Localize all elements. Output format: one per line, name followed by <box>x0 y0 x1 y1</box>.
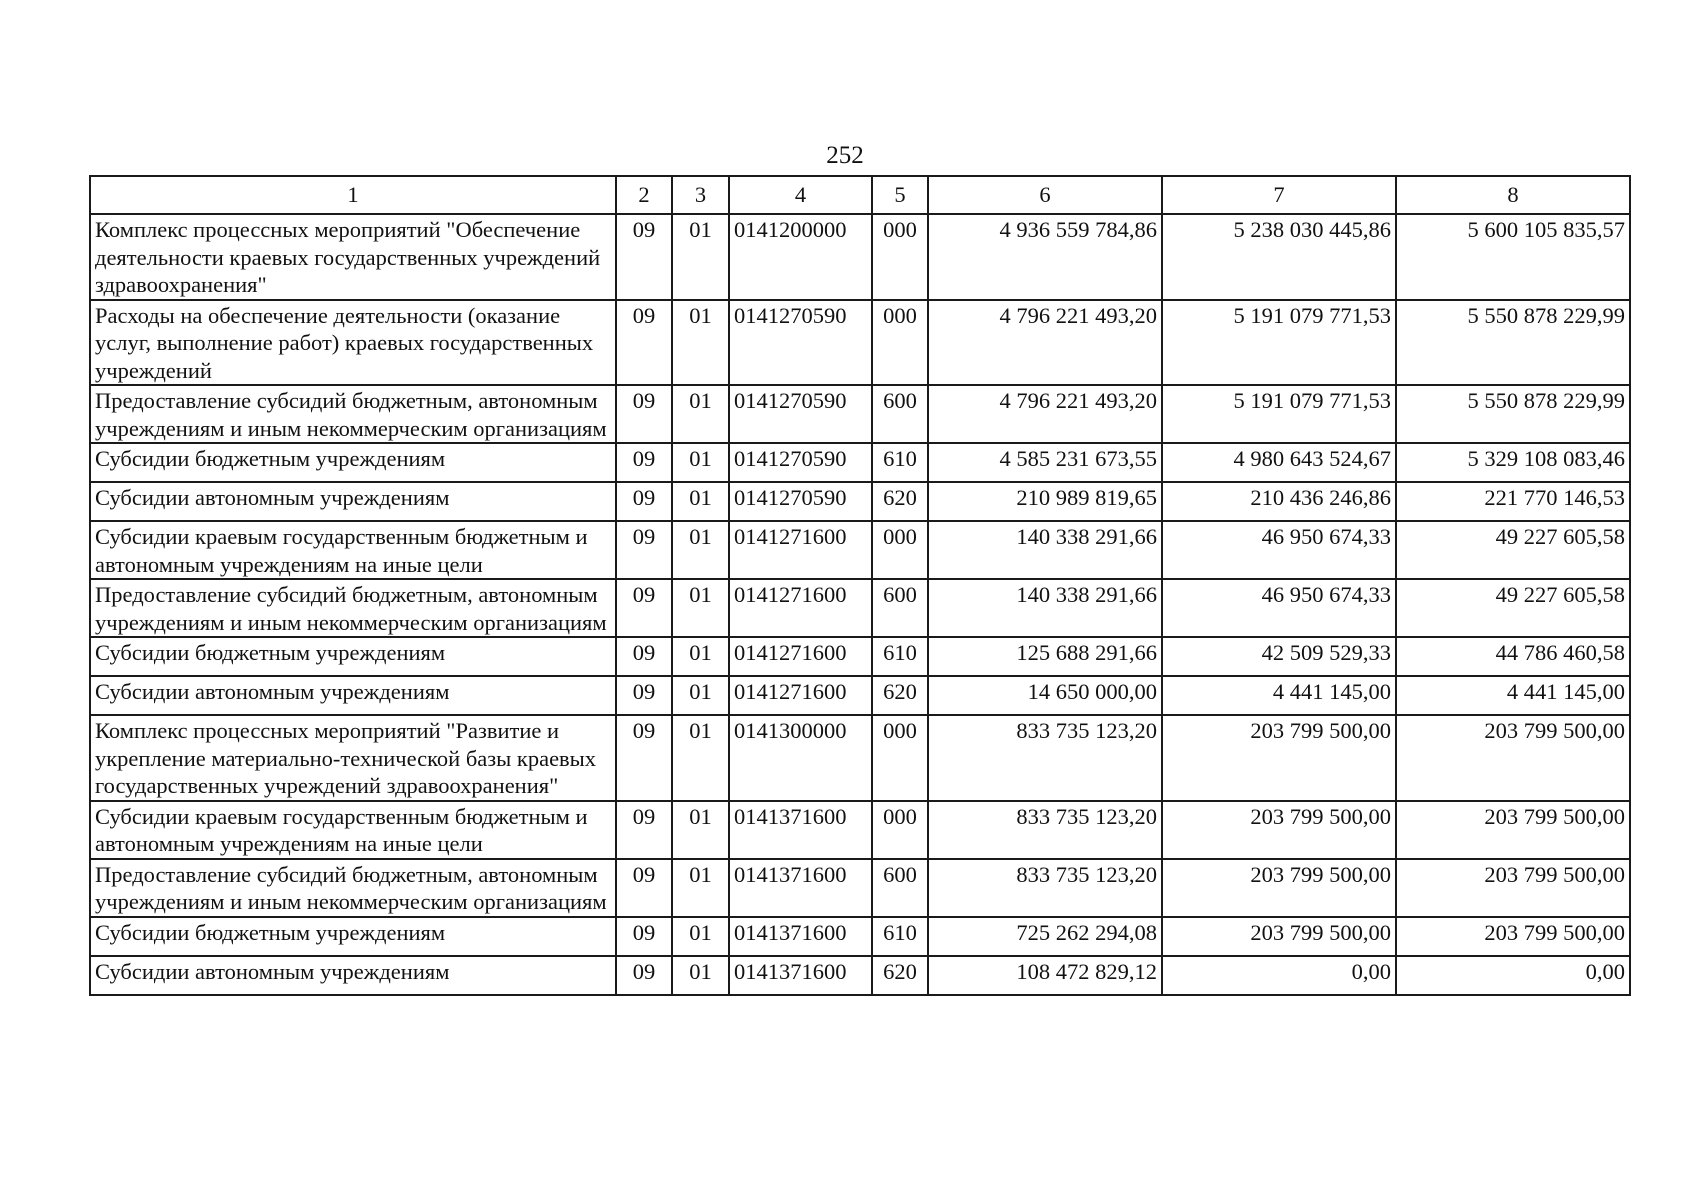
header-col-4: 4 <box>729 176 872 214</box>
row-amount-col-6: 833 735 123,20 <box>928 715 1162 801</box>
row-section-code: 09 <box>616 956 672 995</box>
row-section-code: 09 <box>616 482 672 521</box>
row-amount-col-8: 0,00 <box>1396 956 1630 995</box>
row-name: Субсидии бюджетным учреждениям <box>90 917 616 956</box>
table-row <box>90 859 1630 917</box>
row-name: Субсидии бюджетным учреждениям <box>90 637 616 676</box>
row-amount-col-6: 833 735 123,20 <box>928 801 1162 859</box>
row-name: Расходы на обеспечение деятельности (оказание услуг, выполнение работ) краевых государственных учреждений <box>90 300 616 386</box>
row-section-code: 09 <box>616 214 672 300</box>
row-name: Субсидии автономным учреждениям <box>90 676 616 715</box>
row-target-article-code: 0141271600 <box>729 579 872 637</box>
header-col-3: 3 <box>672 176 729 214</box>
row-name: Предоставление субсидий бюджетным, автономным учреждениям и иным некоммерческим организациям <box>90 579 616 637</box>
row-amount-col-6: 14 650 000,00 <box>928 676 1162 715</box>
row-section-code: 09 <box>616 917 672 956</box>
row-section-code: 09 <box>616 715 672 801</box>
row-subsection-code: 01 <box>672 801 729 859</box>
row-subsection-code: 01 <box>672 859 729 917</box>
row-target-article-code: 0141270590 <box>729 443 872 482</box>
row-name: Субсидии бюджетным учреждениям <box>90 443 616 482</box>
row-target-article-code: 0141371600 <box>729 956 872 995</box>
row-name: Комплекс процессных мероприятий "Обеспечение деятельности краевых государственных учреждений здравоохранения" <box>90 214 616 300</box>
header-col-7: 7 <box>1162 176 1396 214</box>
table-row <box>90 482 1630 521</box>
row-expense-type-code: 600 <box>872 385 928 443</box>
table-row <box>90 300 1630 386</box>
row-section-code: 09 <box>616 443 672 482</box>
row-expense-type-code: 610 <box>872 443 928 482</box>
table-row <box>90 214 1630 300</box>
row-section-code: 09 <box>616 859 672 917</box>
row-target-article-code: 0141271600 <box>729 521 872 579</box>
table-row <box>90 385 1630 443</box>
row-name: Субсидии краевым государственным бюджетным и автономным учреждениям на иные цели <box>90 521 616 579</box>
row-amount-col-6: 140 338 291,66 <box>928 579 1162 637</box>
row-amount-col-7: 203 799 500,00 <box>1162 715 1396 801</box>
row-amount-col-7: 5 238 030 445,86 <box>1162 214 1396 300</box>
row-amount-col-7: 42 509 529,33 <box>1162 637 1396 676</box>
row-section-code: 09 <box>616 579 672 637</box>
row-target-article-code: 0141371600 <box>729 801 872 859</box>
row-amount-col-8: 203 799 500,00 <box>1396 917 1630 956</box>
row-amount-col-7: 4 980 643 524,67 <box>1162 443 1396 482</box>
row-expense-type-code: 000 <box>872 300 928 386</box>
row-name: Комплекс процессных мероприятий "Развитие и укрепление материально-технической базы краевых государственных учреждений здравоохранения" <box>90 715 616 801</box>
row-section-code: 09 <box>616 300 672 386</box>
row-expense-type-code: 000 <box>872 214 928 300</box>
row-amount-col-7: 46 950 674,33 <box>1162 579 1396 637</box>
table-row <box>90 917 1630 956</box>
row-subsection-code: 01 <box>672 956 729 995</box>
table-row <box>90 521 1630 579</box>
row-target-article-code: 0141200000 <box>729 214 872 300</box>
table-row <box>90 715 1630 801</box>
row-amount-col-6: 4 585 231 673,55 <box>928 443 1162 482</box>
row-subsection-code: 01 <box>672 715 729 801</box>
row-amount-col-8: 203 799 500,00 <box>1396 715 1630 801</box>
row-section-code: 09 <box>616 676 672 715</box>
row-target-article-code: 0141371600 <box>729 917 872 956</box>
row-section-code: 09 <box>616 637 672 676</box>
row-expense-type-code: 600 <box>872 859 928 917</box>
row-amount-col-7: 203 799 500,00 <box>1162 801 1396 859</box>
row-amount-col-8: 44 786 460,58 <box>1396 637 1630 676</box>
row-amount-col-7: 203 799 500,00 <box>1162 917 1396 956</box>
row-section-code: 09 <box>616 521 672 579</box>
row-section-code: 09 <box>616 385 672 443</box>
row-expense-type-code: 620 <box>872 676 928 715</box>
row-target-article-code: 0141271600 <box>729 637 872 676</box>
row-expense-type-code: 000 <box>872 521 928 579</box>
row-subsection-code: 01 <box>672 917 729 956</box>
row-amount-col-7: 0,00 <box>1162 956 1396 995</box>
row-amount-col-8: 5 550 878 229,99 <box>1396 300 1630 386</box>
row-name: Предоставление субсидий бюджетным, автономным учреждениям и иным некоммерческим организациям <box>90 385 616 443</box>
row-subsection-code: 01 <box>672 637 729 676</box>
row-amount-col-8: 4 441 145,00 <box>1396 676 1630 715</box>
row-amount-col-6: 833 735 123,20 <box>928 859 1162 917</box>
header-col-5: 5 <box>872 176 928 214</box>
row-amount-col-8: 5 550 878 229,99 <box>1396 385 1630 443</box>
header-col-8: 8 <box>1396 176 1630 214</box>
table-row <box>90 579 1630 637</box>
row-amount-col-8: 49 227 605,58 <box>1396 521 1630 579</box>
row-expense-type-code: 620 <box>872 956 928 995</box>
row-amount-col-7: 5 191 079 771,53 <box>1162 385 1396 443</box>
row-amount-col-6: 125 688 291,66 <box>928 637 1162 676</box>
row-subsection-code: 01 <box>672 482 729 521</box>
row-expense-type-code: 000 <box>872 715 928 801</box>
row-section-code: 09 <box>616 801 672 859</box>
row-subsection-code: 01 <box>672 443 729 482</box>
table-row <box>90 801 1630 859</box>
row-target-article-code: 0141300000 <box>729 715 872 801</box>
row-name: Предоставление субсидий бюджетным, автономным учреждениям и иным некоммерческим организациям <box>90 859 616 917</box>
row-subsection-code: 01 <box>672 300 729 386</box>
row-expense-type-code: 610 <box>872 917 928 956</box>
page-number: 252 <box>826 142 864 169</box>
header-row <box>90 176 1630 214</box>
table-row <box>90 676 1630 715</box>
row-expense-type-code: 610 <box>872 637 928 676</box>
table-row <box>90 956 1630 995</box>
row-amount-col-8: 203 799 500,00 <box>1396 801 1630 859</box>
row-amount-col-6: 4 936 559 784,86 <box>928 214 1162 300</box>
row-subsection-code: 01 <box>672 521 729 579</box>
header-col-1: 1 <box>90 176 616 214</box>
row-amount-col-8: 5 600 105 835,57 <box>1396 214 1630 300</box>
row-target-article-code: 0141371600 <box>729 859 872 917</box>
row-expense-type-code: 600 <box>872 579 928 637</box>
row-amount-col-7: 5 191 079 771,53 <box>1162 300 1396 386</box>
row-amount-col-7: 4 441 145,00 <box>1162 676 1396 715</box>
row-name: Субсидии автономным учреждениям <box>90 482 616 521</box>
row-amount-col-6: 140 338 291,66 <box>928 521 1162 579</box>
row-subsection-code: 01 <box>672 385 729 443</box>
row-subsection-code: 01 <box>672 579 729 637</box>
row-subsection-code: 01 <box>672 676 729 715</box>
row-target-article-code: 0141270590 <box>729 385 872 443</box>
row-target-article-code: 0141270590 <box>729 300 872 386</box>
header-col-2: 2 <box>616 176 672 214</box>
row-amount-col-7: 46 950 674,33 <box>1162 521 1396 579</box>
row-amount-col-6: 4 796 221 493,20 <box>928 385 1162 443</box>
header-col-6: 6 <box>928 176 1162 214</box>
budget-table <box>89 175 1631 996</box>
row-amount-col-8: 49 227 605,58 <box>1396 579 1630 637</box>
row-name: Субсидии краевым государственным бюджетным и автономным учреждениям на иные цели <box>90 801 616 859</box>
row-subsection-code: 01 <box>672 214 729 300</box>
row-amount-col-6: 4 796 221 493,20 <box>928 300 1162 386</box>
row-amount-col-6: 108 472 829,12 <box>928 956 1162 995</box>
row-name: Субсидии автономным учреждениям <box>90 956 616 995</box>
row-amount-col-6: 210 989 819,65 <box>928 482 1162 521</box>
row-amount-col-8: 221 770 146,53 <box>1396 482 1630 521</box>
table-row <box>90 637 1630 676</box>
row-amount-col-8: 5 329 108 083,46 <box>1396 443 1630 482</box>
row-expense-type-code: 620 <box>872 482 928 521</box>
row-target-article-code: 0141271600 <box>729 676 872 715</box>
row-amount-col-6: 725 262 294,08 <box>928 917 1162 956</box>
row-target-article-code: 0141270590 <box>729 482 872 521</box>
row-amount-col-8: 203 799 500,00 <box>1396 859 1630 917</box>
row-amount-col-7: 210 436 246,86 <box>1162 482 1396 521</box>
table-row <box>90 443 1630 482</box>
row-expense-type-code: 000 <box>872 801 928 859</box>
table-body <box>90 214 1630 995</box>
row-amount-col-7: 203 799 500,00 <box>1162 859 1396 917</box>
